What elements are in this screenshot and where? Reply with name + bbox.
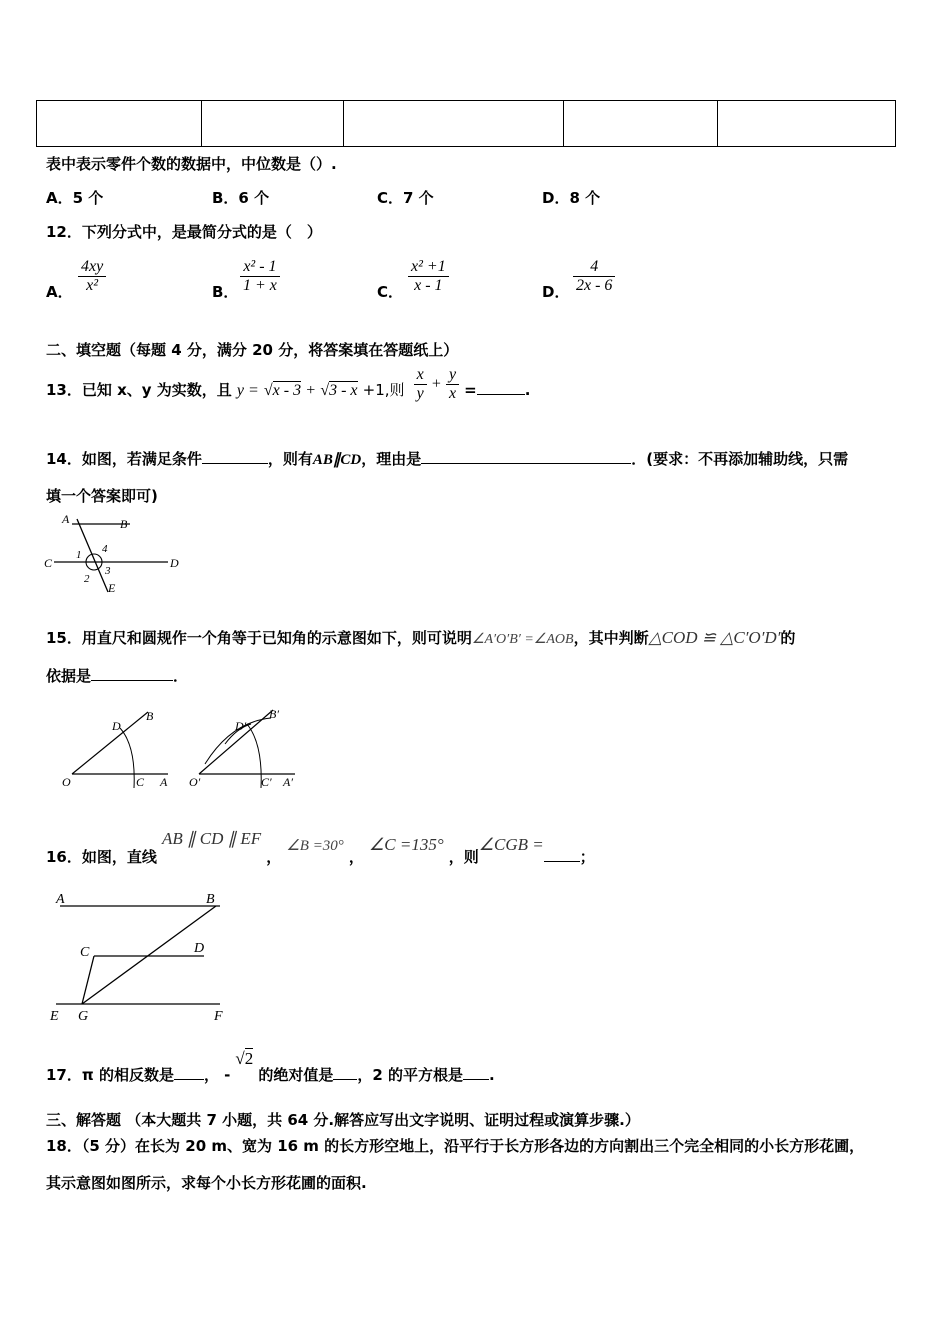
q17-minus: - xyxy=(224,1066,231,1084)
q15-part-1: 15．用直尺和圆规作一个角等于已知角的示意图如下，则可说明 xyxy=(46,629,472,647)
label-b: B xyxy=(206,892,215,907)
table-row xyxy=(37,101,896,147)
ray-ob xyxy=(72,712,148,774)
q13-f1-num: x xyxy=(414,366,427,385)
label-a: A xyxy=(160,775,168,789)
q17-part-2: ， xyxy=(203,1066,219,1084)
q12-c-denominator: x - 1 xyxy=(414,277,443,294)
q12-label-c: C． xyxy=(377,283,404,301)
q16 xyxy=(46,828,595,866)
arc-cd xyxy=(120,728,134,788)
section-2-heading: 二、填空题（每题 4 分，满分 20 分，将答案填在答题纸上） xyxy=(46,341,459,359)
q16-end: ； xyxy=(579,848,595,866)
transversal xyxy=(77,519,108,592)
label-c: C xyxy=(44,556,53,570)
table-cell xyxy=(202,101,344,147)
q16-comma-2: ， xyxy=(348,848,364,866)
table-cell xyxy=(37,101,202,147)
q17-part-4: ，2 的平方根是 xyxy=(357,1066,464,1084)
label-4: 4 xyxy=(102,543,108,555)
label-d: D xyxy=(112,719,121,733)
label-g: G xyxy=(78,1009,89,1024)
q17-radicand: 2 xyxy=(244,1049,254,1068)
q18-line-1: 18．（5 分）在长为 20 m、宽为 16 m 的长方形空地上，沿平行于长方形各边的方向割出三个完全相同的小长方形花圃， xyxy=(46,1137,865,1155)
q11-option-c: C．7 个 xyxy=(377,189,434,207)
q13-fraction-2 xyxy=(446,366,459,403)
q16-target: ∠CGB = xyxy=(478,835,544,854)
q14-relation: AB∥CD xyxy=(312,452,362,468)
label-c: C xyxy=(80,945,90,960)
q13 xyxy=(46,366,530,412)
label-d: D xyxy=(194,941,205,956)
label-d: D xyxy=(170,556,179,570)
q12-fraction-d xyxy=(573,258,615,295)
q13-answer-blank[interactable] xyxy=(477,394,525,395)
q14-part-4: ．(要求：不再添加辅助线，只需 xyxy=(631,450,849,468)
table-cell xyxy=(344,101,564,147)
data-table xyxy=(36,100,896,147)
q14-figure xyxy=(40,510,190,600)
q13-eq-y: y = xyxy=(236,382,259,399)
q14-line-1 xyxy=(46,448,848,469)
q12-stem: 12．下列分式中，是最简分式的是（ ） xyxy=(46,223,322,241)
table-cell xyxy=(564,101,718,147)
q14-line-2: 填一个答案即可) xyxy=(46,487,158,505)
label-1: 1 xyxy=(76,549,82,561)
q15-figure-original xyxy=(58,702,178,794)
q16-angle-c: ∠C =135° xyxy=(369,835,444,854)
q15-basis-label: 依据是 xyxy=(46,667,92,685)
label-2: 2 xyxy=(84,573,90,585)
q14-part-2: ，则有 xyxy=(267,450,313,468)
q17-sqrt: √2 xyxy=(235,1049,254,1068)
q13-radical-2: √3 - x xyxy=(320,382,358,399)
q12-a-denominator: x² xyxy=(86,277,99,294)
q13-fraction-plus: + xyxy=(431,375,441,393)
q12-d-numerator: 4 xyxy=(573,258,615,277)
q12-fraction-c xyxy=(408,258,449,295)
label-a-prime: A′ xyxy=(283,775,293,789)
q13-tail: +1,则 xyxy=(362,381,405,399)
q14-condition-blank[interactable] xyxy=(202,463,268,464)
q13-radical-1: √x - 3 xyxy=(263,382,302,399)
q11-option-a: A．5 个 xyxy=(46,189,104,207)
section-3-heading: 三、解答题 （本大题共 7 小题，共 64 分.解答应写出文字说明、证明过程或演算步骤.） xyxy=(46,1111,640,1129)
q13-plus: + xyxy=(306,382,316,399)
table-cell xyxy=(718,101,896,147)
q12-a-numerator: 4xy xyxy=(78,258,106,277)
q16-part-1: 16．如图，直线 xyxy=(46,848,157,866)
q11-stem: 表中表示零件个数的数据中，中位数是（）. xyxy=(46,155,337,173)
q15-line-2 xyxy=(46,665,188,686)
label-o-prime: O′ xyxy=(189,775,201,789)
q13-end: . xyxy=(524,381,531,399)
q12-d-denominator: 2x - 6 xyxy=(576,277,613,294)
q12-b-numerator: x² - 1 xyxy=(240,258,280,277)
q17-blank-2[interactable] xyxy=(333,1079,357,1080)
label-f: F xyxy=(214,1009,223,1024)
q11-option-d: D．8 个 xyxy=(542,189,601,207)
q12-label-a: A． xyxy=(46,283,73,301)
q13-f2-den: x xyxy=(448,385,457,402)
q15-answer-blank[interactable] xyxy=(91,680,173,681)
q13-prefix: 13．已知 x、y 为实数，且 xyxy=(46,381,232,399)
q13-equals: = xyxy=(464,381,477,399)
q12-label-d: D． xyxy=(542,283,570,301)
q14-reason-blank[interactable] xyxy=(421,463,631,464)
q15-line-1 xyxy=(46,627,795,648)
q13-f2-num: y xyxy=(446,366,459,385)
q17-end: . xyxy=(489,1066,495,1084)
label-a: A xyxy=(62,512,70,526)
q12-c-numerator: x² +1 xyxy=(408,258,449,277)
label-c: C xyxy=(136,775,145,789)
label-e: E xyxy=(108,581,116,595)
label-c-prime: C′ xyxy=(261,775,272,789)
q16-comma-1: ， xyxy=(266,848,282,866)
label-b: B xyxy=(120,517,128,531)
q13-radicand-2: 3 - x xyxy=(329,382,358,399)
label-e: E xyxy=(50,1009,59,1024)
q12-fraction-b xyxy=(240,258,280,295)
label-3: 3 xyxy=(105,565,111,577)
q16-then: ，则 xyxy=(448,848,479,866)
label-b-prime: B′ xyxy=(269,707,279,721)
q15-part-2: ，其中判断 xyxy=(573,629,649,647)
q14-part-1: 14．如图，若满足条件 xyxy=(46,450,202,468)
q12-label-b: B． xyxy=(212,283,239,301)
label-o: O xyxy=(62,775,71,789)
q17-blank-3[interactable] xyxy=(463,1079,489,1080)
q15-angle-expr: ∠A′O′B′ =∠AOB xyxy=(471,632,574,647)
q15-congruence: △COD ≌ △C′O′D′ xyxy=(648,628,781,647)
q13-f1-den: y xyxy=(416,385,424,402)
q15-part-3: 的 xyxy=(780,629,796,647)
label-b: B xyxy=(146,709,154,723)
q17-blank-1[interactable] xyxy=(174,1079,204,1080)
q16-relation: AB ∥ CD ∥ EF xyxy=(161,829,262,848)
q14-part-3: ，理由是 xyxy=(361,450,422,468)
q17 xyxy=(46,1048,495,1084)
label-a: A xyxy=(56,892,65,907)
q15-end: ． xyxy=(173,667,189,685)
q11-option-b: B．6 个 xyxy=(212,189,270,207)
q12-fraction-a xyxy=(78,258,106,295)
q17-part-3: 的绝对值是 xyxy=(258,1066,334,1084)
q16-angle-b: ∠B =30° xyxy=(286,838,344,854)
q16-answer-blank[interactable] xyxy=(544,861,580,862)
q13-radicand-1: x - 3 xyxy=(272,382,302,399)
q18-line-2: 其示意图如图所示，求每个小长方形花圃的面积. xyxy=(46,1174,367,1192)
q15-figure-construction xyxy=(185,702,305,794)
label-d-prime: D′ xyxy=(235,719,247,733)
q16-figure xyxy=(44,886,244,1026)
arc-cd-prime xyxy=(247,724,261,788)
q12-b-denominator: 1 + x xyxy=(243,277,277,294)
q13-fraction-1 xyxy=(414,366,427,403)
q17-part-1: 17．π 的相反数是 xyxy=(46,1066,174,1084)
